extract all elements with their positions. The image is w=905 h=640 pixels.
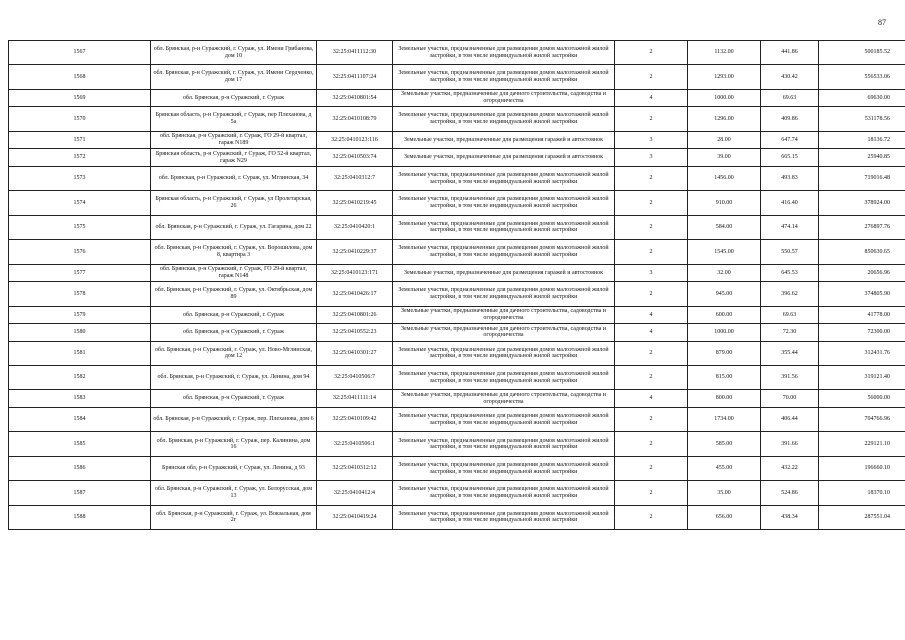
table-row — [9, 306, 905, 324]
category-cell: 2 — [615, 107, 688, 131]
cadastral-number-cell: 32:25:0410123:116 — [317, 131, 393, 149]
cadastral-value-cell: 312431.76 — [819, 341, 905, 365]
category-cell: 3 — [615, 149, 688, 167]
address-cell: обл. Брянская, р-н Суражский, г. Сураж — [151, 324, 317, 342]
category-cell: 2 — [615, 166, 688, 190]
land-use-cell: Земельные участки, предназначенные для размещения домов малоэтажной жилой застройки, в том числе индивидуальной жилой застройки — [393, 65, 615, 89]
row-number-cell: 1574 — [9, 191, 151, 215]
land-use-cell: Земельные участки, предназначенные для размещения гаражей и автостоянок — [393, 264, 615, 282]
cadastral-value-cell: 25940.85 — [819, 149, 905, 167]
cadastral-value-cell: 319121.40 — [819, 366, 905, 390]
category-cell: 2 — [615, 366, 688, 390]
land-use-cell: Земельные участки, предназначенные для дачного строительства, садоводства и огородничества — [393, 324, 615, 342]
specific-value-cell: 355.44 — [761, 341, 819, 365]
area-cell: 585.00 — [688, 432, 761, 456]
area-cell: 1296.00 — [688, 107, 761, 131]
cadastral-value-cell: 850630.65 — [819, 240, 905, 264]
cadastral-number-cell: 32:25:0410108:79 — [317, 107, 393, 131]
land-use-cell: Земельные участки, предназначенные для размещения гаражей и автостоянок — [393, 149, 615, 167]
category-cell: 3 — [615, 131, 688, 149]
row-number-cell: 1569 — [9, 89, 151, 107]
area-cell: 1734.00 — [688, 408, 761, 432]
table-row — [9, 131, 905, 149]
cadastral-value-cell: 69630.00 — [819, 89, 905, 107]
cadastral-number-cell: 32:25:0410420:1 — [317, 215, 393, 239]
specific-value-cell: 493.83 — [761, 166, 819, 190]
specific-value-cell: 416.40 — [761, 191, 819, 215]
specific-value-cell: 438.34 — [761, 505, 819, 529]
row-number-cell: 1584 — [9, 408, 151, 432]
address-cell: Брянская область, р-н Суражский, г Сураж, ул Пролетарская, 26 — [151, 191, 317, 215]
row-number-cell: 1568 — [9, 65, 151, 89]
address-cell: обл. Брянская, р-н Суражский, г. Сураж, ул. Ленина, дом 94 — [151, 366, 317, 390]
row-number-cell: 1581 — [9, 341, 151, 365]
category-cell: 4 — [615, 324, 688, 342]
category-cell: 2 — [615, 41, 688, 65]
specific-value-cell: 396.62 — [761, 282, 819, 306]
land-use-cell: Земельные участки, предназначенные для размещения домов малоэтажной жилой застройки, в том числе индивидуальной жилой застройки — [393, 505, 615, 529]
address-cell: обл. Брянская, р-н Суражский, г. Сураж, ул. Белорусская, дом 13 — [151, 481, 317, 505]
area-cell: 1132.00 — [688, 41, 761, 65]
area-cell: 455.00 — [688, 456, 761, 480]
cadastral-number-cell: 32:25:0410312:7 — [317, 166, 393, 190]
category-cell: 2 — [615, 65, 688, 89]
specific-value-cell: 430.42 — [761, 65, 819, 89]
category-cell: 2 — [615, 341, 688, 365]
table-row — [9, 41, 905, 65]
row-number-cell: 1588 — [9, 505, 151, 529]
row-number-cell: 1583 — [9, 390, 151, 408]
specific-value-cell: 524.86 — [761, 481, 819, 505]
area-cell: 656.00 — [688, 505, 761, 529]
cadastral-value-cell: 41778.00 — [819, 306, 905, 324]
cadastral-number-cell: 32:25:0410123:171 — [317, 264, 393, 282]
cadastral-number-cell: 32:25:0411112:30 — [317, 41, 393, 65]
land-use-cell: Земельные участки, предназначенные для размещения домов малоэтажной жилой застройки, в том числе индивидуальной жилой застройки — [393, 432, 615, 456]
row-number-cell: 1585 — [9, 432, 151, 456]
category-cell: 2 — [615, 282, 688, 306]
category-cell: 2 — [615, 456, 688, 480]
area-cell: 800.00 — [688, 390, 761, 408]
category-cell: 2 — [615, 432, 688, 456]
cadastral-number-cell: 32:25:0410229:37 — [317, 240, 393, 264]
cadastral-value-cell: 374805.90 — [819, 282, 905, 306]
cadastral-number-cell: 32:25:0410109:42 — [317, 408, 393, 432]
address-cell: обл. Брянская, р-н Суражский, г. Сураж, ул. Вокзальная, дом 2г — [151, 505, 317, 529]
address-cell: Брянская обл, р-н Суражский, г Сураж, ул. Ленина, д 93 — [151, 456, 317, 480]
specific-value-cell: 665.15 — [761, 149, 819, 167]
specific-value-cell: 432.22 — [761, 456, 819, 480]
category-cell: 2 — [615, 215, 688, 239]
row-number-cell: 1567 — [9, 41, 151, 65]
land-use-cell: Земельные участки, предназначенные для размещения домов малоэтажной жилой застройки, в том числе индивидуальной жилой застройки — [393, 240, 615, 264]
address-cell: обл. Брянская, р-н Суражский, г. Сураж, пер. Калинина, дом 16 — [151, 432, 317, 456]
row-number-cell: 1580 — [9, 324, 151, 342]
land-use-cell: Земельные участки, предназначенные для дачного строительства, садоводства и огородничества — [393, 306, 615, 324]
land-plots-table — [8, 40, 905, 530]
cadastral-number-cell: 32:25:0410506:1 — [317, 432, 393, 456]
table-row — [9, 432, 905, 456]
area-cell: 584.00 — [688, 215, 761, 239]
address-cell: Брянская область, р-н Суражский, г Сураж, пер Плеханова, д 5а — [151, 107, 317, 131]
address-cell: обл. Брянская, р-н Суражский, г. Сураж, ул. Имени Грибанова, дом 10 — [151, 41, 317, 65]
cadastral-value-cell: 196660.10 — [819, 456, 905, 480]
category-cell: 4 — [615, 390, 688, 408]
area-cell: 35.00 — [688, 481, 761, 505]
table-row — [9, 264, 905, 282]
table-row — [9, 366, 905, 390]
table-row — [9, 166, 905, 190]
land-use-cell: Земельные участки, предназначенные для размещения домов малоэтажной жилой застройки, в том числе индивидуальной жилой застройки — [393, 166, 615, 190]
cadastral-value-cell: 500185.52 — [819, 41, 905, 65]
area-cell: 1293.00 — [688, 65, 761, 89]
row-number-cell: 1586 — [9, 456, 151, 480]
cadastral-value-cell: 556533.06 — [819, 65, 905, 89]
cadastral-number-cell: 32:25:0410312:12 — [317, 456, 393, 480]
land-use-cell: Земельные участки, предназначенные для размещения домов малоэтажной жилой застройки, в том числе индивидуальной жилой застройки — [393, 41, 615, 65]
table-row — [9, 282, 905, 306]
land-use-cell: Земельные участки, предназначенные для размещения домов малоэтажной жилой застройки, в том числе индивидуальной жилой застройки — [393, 107, 615, 131]
cadastral-number-cell: 32:25:0410219:45 — [317, 191, 393, 215]
address-cell: обл. Брянская, р-н Суражский, г. Сураж, ул. Ворошилова, дом 8, квартира 3 — [151, 240, 317, 264]
row-number-cell: 1575 — [9, 215, 151, 239]
cadastral-number-cell: 32:25:0411111:14 — [317, 390, 393, 408]
area-cell: 28.00 — [688, 131, 761, 149]
row-number-cell: 1576 — [9, 240, 151, 264]
cadastral-value-cell: 531178.56 — [819, 107, 905, 131]
area-cell: 1000.00 — [688, 89, 761, 107]
table-row — [9, 481, 905, 505]
row-number-cell: 1579 — [9, 306, 151, 324]
cadastral-value-cell: 704766.96 — [819, 408, 905, 432]
address-cell: обл. Брянская, р-н Суражский, г. Сураж, пер. Плеханова, дом 6 — [151, 408, 317, 432]
specific-value-cell: 72.30 — [761, 324, 819, 342]
category-cell: 2 — [615, 505, 688, 529]
specific-value-cell: 409.86 — [761, 107, 819, 131]
row-number-cell: 1582 — [9, 366, 151, 390]
address-cell: обл. Брянская, р-н Суражский, г. Сураж, ул. Гагарина, дом 22 — [151, 215, 317, 239]
area-cell: 815.00 — [688, 366, 761, 390]
area-cell: 879.00 — [688, 341, 761, 365]
cadastral-value-cell: 378924.00 — [819, 191, 905, 215]
cadastral-value-cell: 18370.10 — [819, 481, 905, 505]
address-cell: обл. Брянская, р-н Суражский, г. Сураж, ул. Ново-Мглинская, дом 12 — [151, 341, 317, 365]
land-use-cell: Земельные участки, предназначенные для размещения гаражей и автостоянок — [393, 131, 615, 149]
address-cell: обл. Брянская, р-н Суражский, г. Сураж, ГО 29-й квартал, гараж N148 — [151, 264, 317, 282]
land-use-cell: Земельные участки, предназначенные для размещения домов малоэтажной жилой застройки, в том числе индивидуальной жилой застройки — [393, 215, 615, 239]
page-number: 87 — [878, 18, 886, 27]
area-cell: 600.00 — [688, 306, 761, 324]
specific-value-cell: 645.53 — [761, 264, 819, 282]
address-cell: обл. Брянская, р-н Суражский, г. Сураж, ул. Мглинская, 34 — [151, 166, 317, 190]
table-row — [9, 324, 905, 342]
area-cell: 1545.00 — [688, 240, 761, 264]
row-number-cell: 1573 — [9, 166, 151, 190]
land-use-cell: Земельные участки, предназначенные для дачного строительства, садоводства и огородничества — [393, 390, 615, 408]
cadastral-number-cell: 32:25:0410801:54 — [317, 89, 393, 107]
address-cell: обл. Брянская, р-н Суражский, г. Сураж — [151, 306, 317, 324]
cadastral-number-cell: 32:25:0410801:26 — [317, 306, 393, 324]
address-cell: Брянская область, р-н Суражский, г Сураж, ГО 52-й квартал, гараж N29 — [151, 149, 317, 167]
cadastral-number-cell: 32:25:0410552:23 — [317, 324, 393, 342]
cadastral-value-cell: 276897.76 — [819, 215, 905, 239]
table-row — [9, 390, 905, 408]
cadastral-value-cell: 287551.04 — [819, 505, 905, 529]
cadastral-value-cell: 18136.72 — [819, 131, 905, 149]
address-cell: обл. Брянская, р-н Суражский, г. Сураж, ул. Имени Сердченко, дом 17 — [151, 65, 317, 89]
cadastral-value-cell: 719016.48 — [819, 166, 905, 190]
land-use-cell: Земельные участки, предназначенные для размещения домов малоэтажной жилой застройки, в том числе индивидуальной жилой застройки — [393, 456, 615, 480]
cadastral-value-cell: 20656.96 — [819, 264, 905, 282]
address-cell: обл. Брянская, р-н Суражский, г. Сураж, ул. Октябрьская, дом 89 — [151, 282, 317, 306]
row-number-cell: 1572 — [9, 149, 151, 167]
specific-value-cell: 550.57 — [761, 240, 819, 264]
cadastral-number-cell: 32:25:0410301:27 — [317, 341, 393, 365]
specific-value-cell: 70.00 — [761, 390, 819, 408]
category-cell: 3 — [615, 264, 688, 282]
row-number-cell: 1570 — [9, 107, 151, 131]
cadastral-number-cell: 32:25:0410503:74 — [317, 149, 393, 167]
table-row — [9, 456, 905, 480]
area-cell: 32.00 — [688, 264, 761, 282]
land-use-cell: Земельные участки, предназначенные для размещения домов малоэтажной жилой застройки, в том числе индивидуальной жилой застройки — [393, 282, 615, 306]
table-row — [9, 89, 905, 107]
category-cell: 4 — [615, 306, 688, 324]
specific-value-cell: 69.63 — [761, 306, 819, 324]
row-number-cell: 1578 — [9, 282, 151, 306]
cadastral-number-cell: 32:25:0410419:24 — [317, 505, 393, 529]
specific-value-cell: 647.74 — [761, 131, 819, 149]
cadastral-value-cell: 72300.00 — [819, 324, 905, 342]
cadastral-number-cell: 32:25:0411107:24 — [317, 65, 393, 89]
land-use-cell: Земельные участки, предназначенные для размещения домов малоэтажной жилой застройки, в том числе индивидуальной жилой застройки — [393, 408, 615, 432]
address-cell: обл. Брянская, р-н Суражский, г. Сураж, ГО 29-й квартал, гараж N189 — [151, 131, 317, 149]
category-cell: 2 — [615, 481, 688, 505]
cadastral-value-cell: 229121.10 — [819, 432, 905, 456]
table-row — [9, 408, 905, 432]
specific-value-cell: 391.66 — [761, 432, 819, 456]
category-cell: 2 — [615, 191, 688, 215]
row-number-cell: 1571 — [9, 131, 151, 149]
area-cell: 1456.00 — [688, 166, 761, 190]
specific-value-cell: 69.63 — [761, 89, 819, 107]
land-use-cell: Земельные участки, предназначенные для размещения домов малоэтажной жилой застройки, в том числе индивидуальной жилой застройки — [393, 341, 615, 365]
land-use-cell: Земельные участки, предназначенные для размещения домов малоэтажной жилой застройки, в том числе индивидуальной жилой застройки — [393, 366, 615, 390]
specific-value-cell: 406.44 — [761, 408, 819, 432]
table-row — [9, 240, 905, 264]
area-cell: 945.00 — [688, 282, 761, 306]
row-number-cell: 1587 — [9, 481, 151, 505]
specific-value-cell: 441.86 — [761, 41, 819, 65]
cadastral-number-cell: 32:25:0410426:17 — [317, 282, 393, 306]
land-use-cell: Земельные участки, предназначенные для размещения домов малоэтажной жилой застройки, в том числе индивидуальной жилой застройки — [393, 481, 615, 505]
cadastral-number-cell: 32:25:0410412:4 — [317, 481, 393, 505]
address-cell: обл. Брянская, р-н Суражский, г. Сураж — [151, 89, 317, 107]
specific-value-cell: 391.56 — [761, 366, 819, 390]
table-body — [9, 41, 905, 530]
specific-value-cell: 474.14 — [761, 215, 819, 239]
area-cell: 910.00 — [688, 191, 761, 215]
land-use-cell: Земельные участки, предназначенные для дачного строительства, садоводства и огородничества — [393, 89, 615, 107]
address-cell: обл. Брянская, р-н Суражский, г. Сураж — [151, 390, 317, 408]
table-row — [9, 215, 905, 239]
category-cell: 4 — [615, 89, 688, 107]
table-row — [9, 341, 905, 365]
table-row — [9, 191, 905, 215]
area-cell: 39.00 — [688, 149, 761, 167]
category-cell: 2 — [615, 240, 688, 264]
land-use-cell: Земельные участки, предназначенные для размещения домов малоэтажной жилой застройки, в том числе индивидуальной жилой застройки — [393, 191, 615, 215]
cadastral-value-cell: 56000.00 — [819, 390, 905, 408]
cadastral-number-cell: 32:25:0410506:7 — [317, 366, 393, 390]
table-row — [9, 107, 905, 131]
row-number-cell: 1577 — [9, 264, 151, 282]
table-row — [9, 149, 905, 167]
category-cell: 2 — [615, 408, 688, 432]
table-row — [9, 65, 905, 89]
area-cell: 1000.00 — [688, 324, 761, 342]
table-row — [9, 505, 905, 529]
